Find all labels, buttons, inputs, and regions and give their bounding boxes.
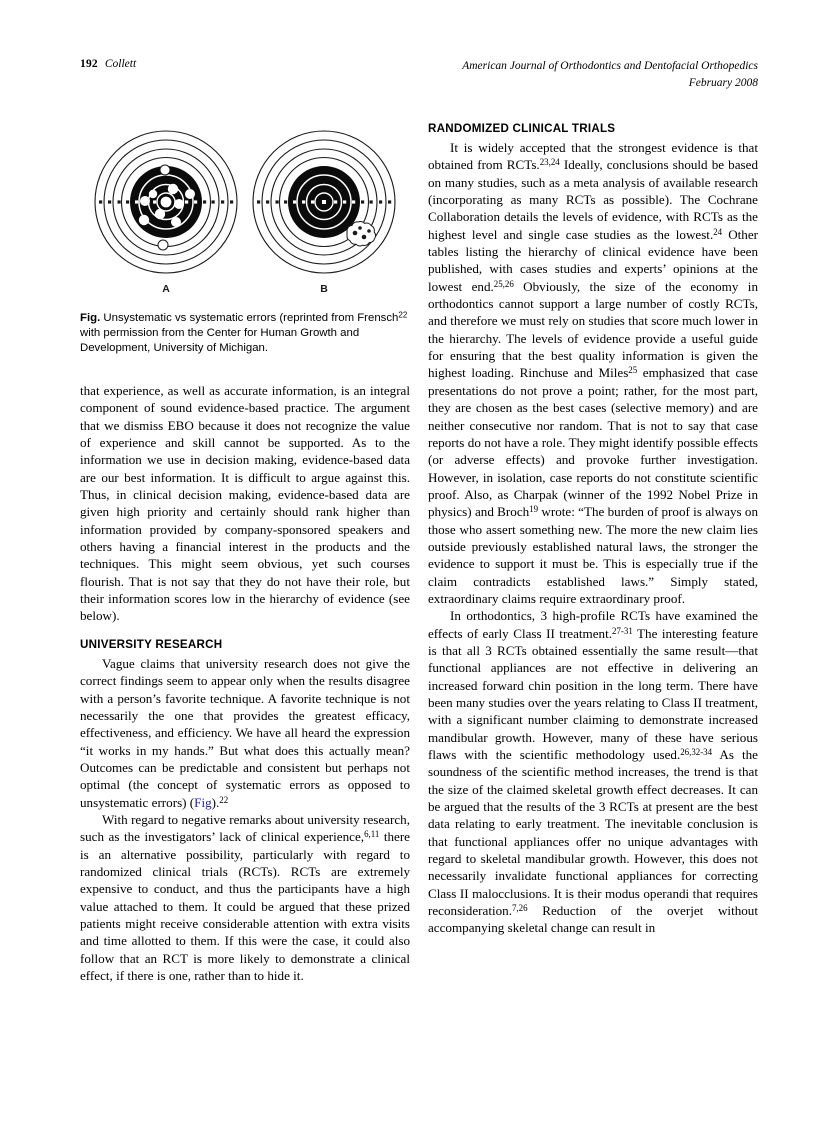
running-head-author: Collett [104,58,137,70]
target-b-shots [347,221,376,245]
text-run: Ideally, conclusions should be based on many studies, such as a meta analysis of available research (incorporating as many RCTs as possible). The Cochrane Collaboration details the levels of evidence, with RCTs as the highest level and single case studies as the lowest. [428,157,758,242]
figure-caption-text-1: Unsystematic vs systematic errors (reprinted from Frensch [100,312,399,324]
para-experience [80,382,410,625]
reference-marker[interactable]: 27-31 [612,625,633,636]
issue-date: February 2008 [688,77,758,89]
text-run: wrote: “The burden of proof is always on those who assert something new. The more the new claim lies outside previously established natural laws, the stronger the evidence to support it must be. This is especially true if the claim contradicts established laws.” Simply stated, extraordinary claims require extraordinary proof. [428,504,758,606]
text-run: With regard to negative remarks about university research, such as the investigators’ lack of clinical experience, [80,811,410,845]
text-run: Reduction of the overjet without accompanying skeletal change can result in [428,903,758,936]
left-column-paragraphs [80,382,410,625]
figure-cross-reference-link[interactable]: Fig [194,794,212,810]
figure-caption-label: Fig. [80,312,101,324]
right-column-paragraphs [428,139,758,937]
figure-caption-text-2: with permission from the Center for Human Growth and Development, University of Michigan. [80,327,360,355]
text-run: there is an alternative possibility, particularly with regard to randomized clinical trials (RCTs). RCTs are extremely expensive to conduct, and thus the participants have a high value attached to them. It could be argued that these prized patients might receive considerable attention with extra visits and time allotted to them. If this were the case, it could also follow that an RCT is more likely to demonstrate a clinical effect, if there is one, rather than to hide it. [80,829,410,983]
section-heading-randomized-clinical-trials: RANDOMIZED CLINICAL TRIALS [428,122,616,135]
para-negative-remarks [80,811,410,984]
reference-marker[interactable]: 26,32-34 [680,747,713,758]
text-run: that experience, as well as accurate information, is an integral component of sound evidence-based practice. The argument that we dismiss EBO because it does not recognize the value of experience and skill cannot be supported. As to the information we use in decision making, evidence-based data are our best information. It is difficult to argue against this. Thus, in clinical decision making, evidence-based data are given high priority and certainly should rank higher than information provided by company-sponsored speakers and others having a financial interest in the products and the techniques. This might seem obvious, yet such courses flourish. That is not say that they do not have their role, but their information scores low in the hierarchy of evidence (see below). [80,383,410,624]
journal-title: American Journal of Orthodontics and Dentofacial Orthopedics [462,60,758,72]
text-run: In orthodontics, 3 high-profile RCTs have examined the effects of early Class II treatment. [428,608,758,641]
reference-marker[interactable]: 19 [529,504,539,515]
text-run: ). [211,794,220,810]
text-run: Obviously, the size of the economy in orthodontics cannot support a large number of costly RCTs, and therefore we must rely on studies that score much lower in the hierarchy. The levels of evidence provide a useful guide for ensuring that the best quality information is given the highest loading. Rinchuse and Miles [428,278,758,381]
running-head [80,58,758,104]
running-head-right [462,58,758,92]
reference-marker[interactable]: 25 [628,365,638,376]
text-run: Vague claims that university research does not give the correct findings seem to appear only when the results disagree with a person’s favorite technique. A favorite technique is not necessarily the one that provides the greatest efficacy, effectiveness, and efficiency. We have all heard the expression “it works in my hands.” But what does this actually mean? Outcomes can be predictable and consistent but perhaps not optimal (the concept of systematic errors as opposed to unsystematic errors) ( [80,655,410,810]
text-run: As the soundness of the scientific method increases, the trend is that the size of the claimed skeletal growth effect decreases. It can be argued that the results of the 3 RCTs at present are the best data relating to early treatment. The inevitable conclusion is that functional appliances offer no unique advantages with regard to skeletal mandibular growth. However, this does not necessarily invalidate functional appliances for correcting Class II malocclusions. It is their modus operandi that requires reconsideration. [428,747,758,919]
right-column [428,122,758,937]
figure-caption [80,311,410,357]
reference-marker[interactable]: 25,26 [493,278,514,289]
figure-block [80,124,410,357]
text-run: emphasized that case presentations do not prove a point; rather, for the most part, they are chosen as the best cases (selective memory) and are neither consecutive nor random. That is not to say that case reports do not have a role. They might identify possible effects (or adverse effects) and provoke further investigation. However, in isolation, case reports do not constitute scientific proof. Also, as Charpak (winner of the 1992 Nobel Prize in physics) and Broch [428,365,758,520]
para-orthodontics-rcts [428,607,758,937]
text-run: The interesting feature is that all 3 RCTs obtained essentially the same result—that functional appliances are not effective in delivering an increased forward chin position in the long term. There have been many studies over the years relating to Class II treatment, with a significant number claiming to demonstrate increased mandibular growth. However, many of these have serious flaws with the scientific methodology used. [428,625,759,763]
target-a-label: A [162,283,170,295]
reference-marker[interactable]: 24 [713,226,723,237]
left-column-section-paragraphs [80,655,410,985]
page-number: 192 [80,58,98,70]
reference-marker[interactable]: 22 [219,794,229,805]
reference-marker[interactable]: 23,24 [539,157,560,168]
section-heading-university-research: UNIVERSITY RESEARCH [80,637,223,651]
running-head-left [80,58,136,70]
text-run: Other tables listing the hierarchy of clinical evidence have been published, with cases studies and experts’ opinions at the lowest end. [428,226,759,294]
target-b-label: B [320,283,328,295]
para-vague-claims [80,655,410,811]
figure-caption-ref: 22 [398,310,408,320]
targets-figure-image [80,124,410,299]
para-strongest-evidence [428,139,758,607]
left-column [80,382,410,984]
reference-marker[interactable]: 6,11 [364,829,380,840]
text-run: It is widely accepted that the strongest evidence is that obtained from RCTs. [428,140,758,173]
reference-marker[interactable]: 7,26 [511,903,528,914]
